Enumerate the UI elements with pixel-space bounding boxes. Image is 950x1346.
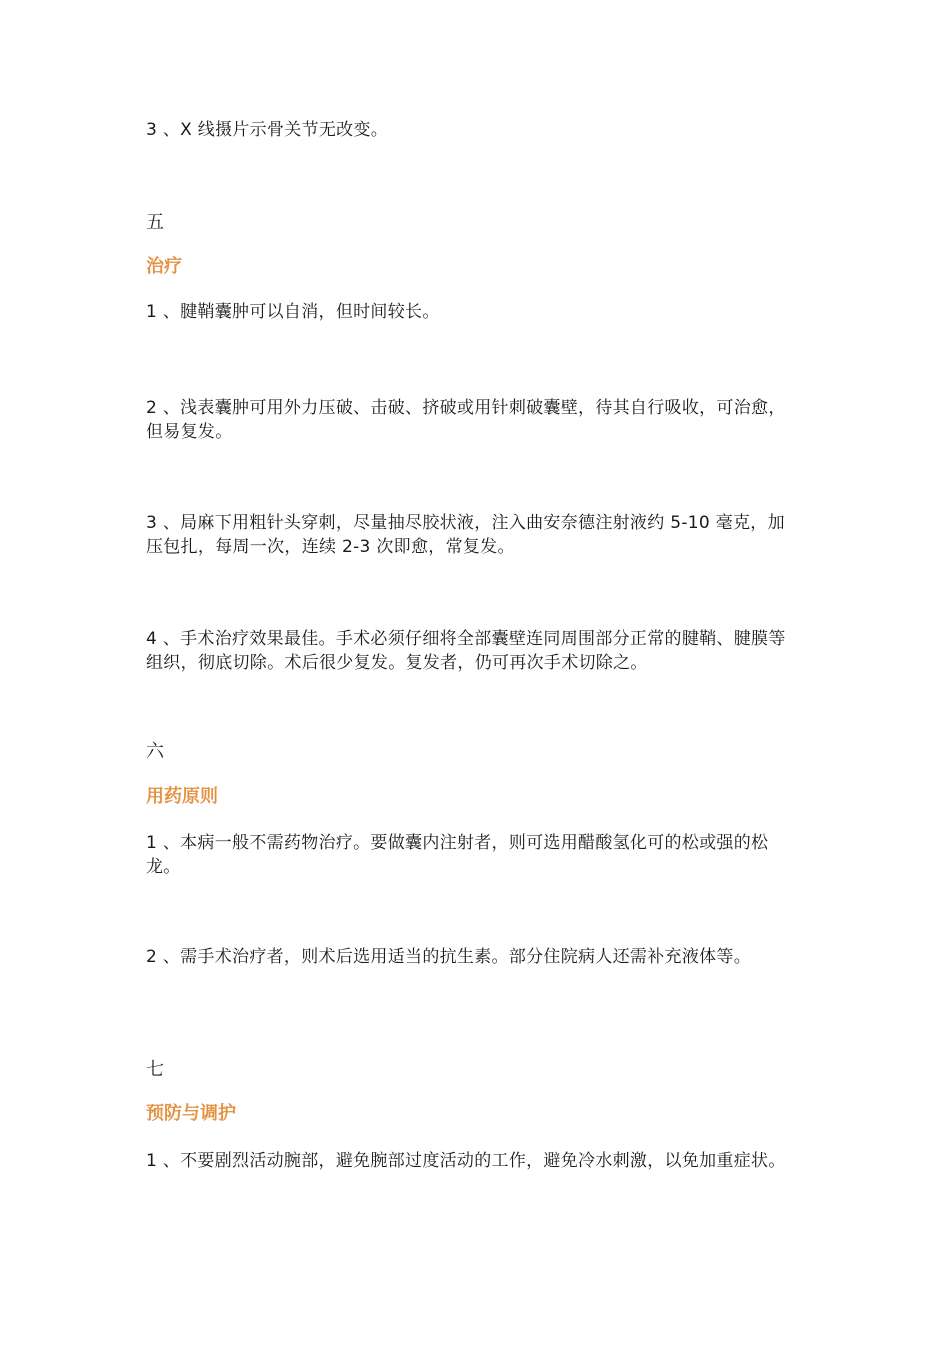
- paragraph-prevention-1: 1 、不要剧烈活动腕部，避免腕部过度活动的工作，避免冷水刺激，以免加重症状。: [146, 1151, 786, 1171]
- paragraph-treatment-1: 1 、腱鞘囊肿可以自消，但时间较长。: [146, 302, 440, 322]
- paragraph-xray-result: 3 、X 线摄片示骨关节无改变。: [146, 120, 389, 140]
- section-heading-treatment: 治疗: [146, 256, 182, 277]
- section-heading-medication-principles: 用药原则: [146, 786, 218, 807]
- paragraph-treatment-2: 2 、浅表囊肿可用外力压破、击破、挤破或用针刺破囊壁，待其自行吸收，可治愈，但易复发。: [146, 398, 786, 442]
- section-number-6: 六: [146, 741, 164, 762]
- section-number-7: 七: [146, 1059, 164, 1080]
- paragraph-medication-2: 2 、需手术治疗者，则术后选用适当的抗生素。部分住院病人还需补充液体等。: [146, 947, 752, 967]
- paragraph-treatment-3: 3 、局麻下用粗针头穿刺，尽量抽尽胶状液，注入曲安奈德注射液约 5-10 毫克，加压包扎，每周一次，连续 2-3 次即愈，常复发。: [146, 513, 785, 557]
- section-heading-prevention-care: 预防与调护: [146, 1103, 236, 1124]
- paragraph-treatment-4: 4 、手术治疗效果最佳。手术必须仔细将全部囊壁连同周围部分正常的腱鞘、腱膜等组织，彻底切除。术后很少复发。复发者，仍可再次手术切除之。: [146, 629, 786, 673]
- section-number-5: 五: [146, 212, 164, 233]
- paragraph-medication-1: 1 、本病一般不需药物治疗。要做囊内注射者，则可选用醋酸氢化可的松或强的松龙。: [146, 833, 769, 877]
